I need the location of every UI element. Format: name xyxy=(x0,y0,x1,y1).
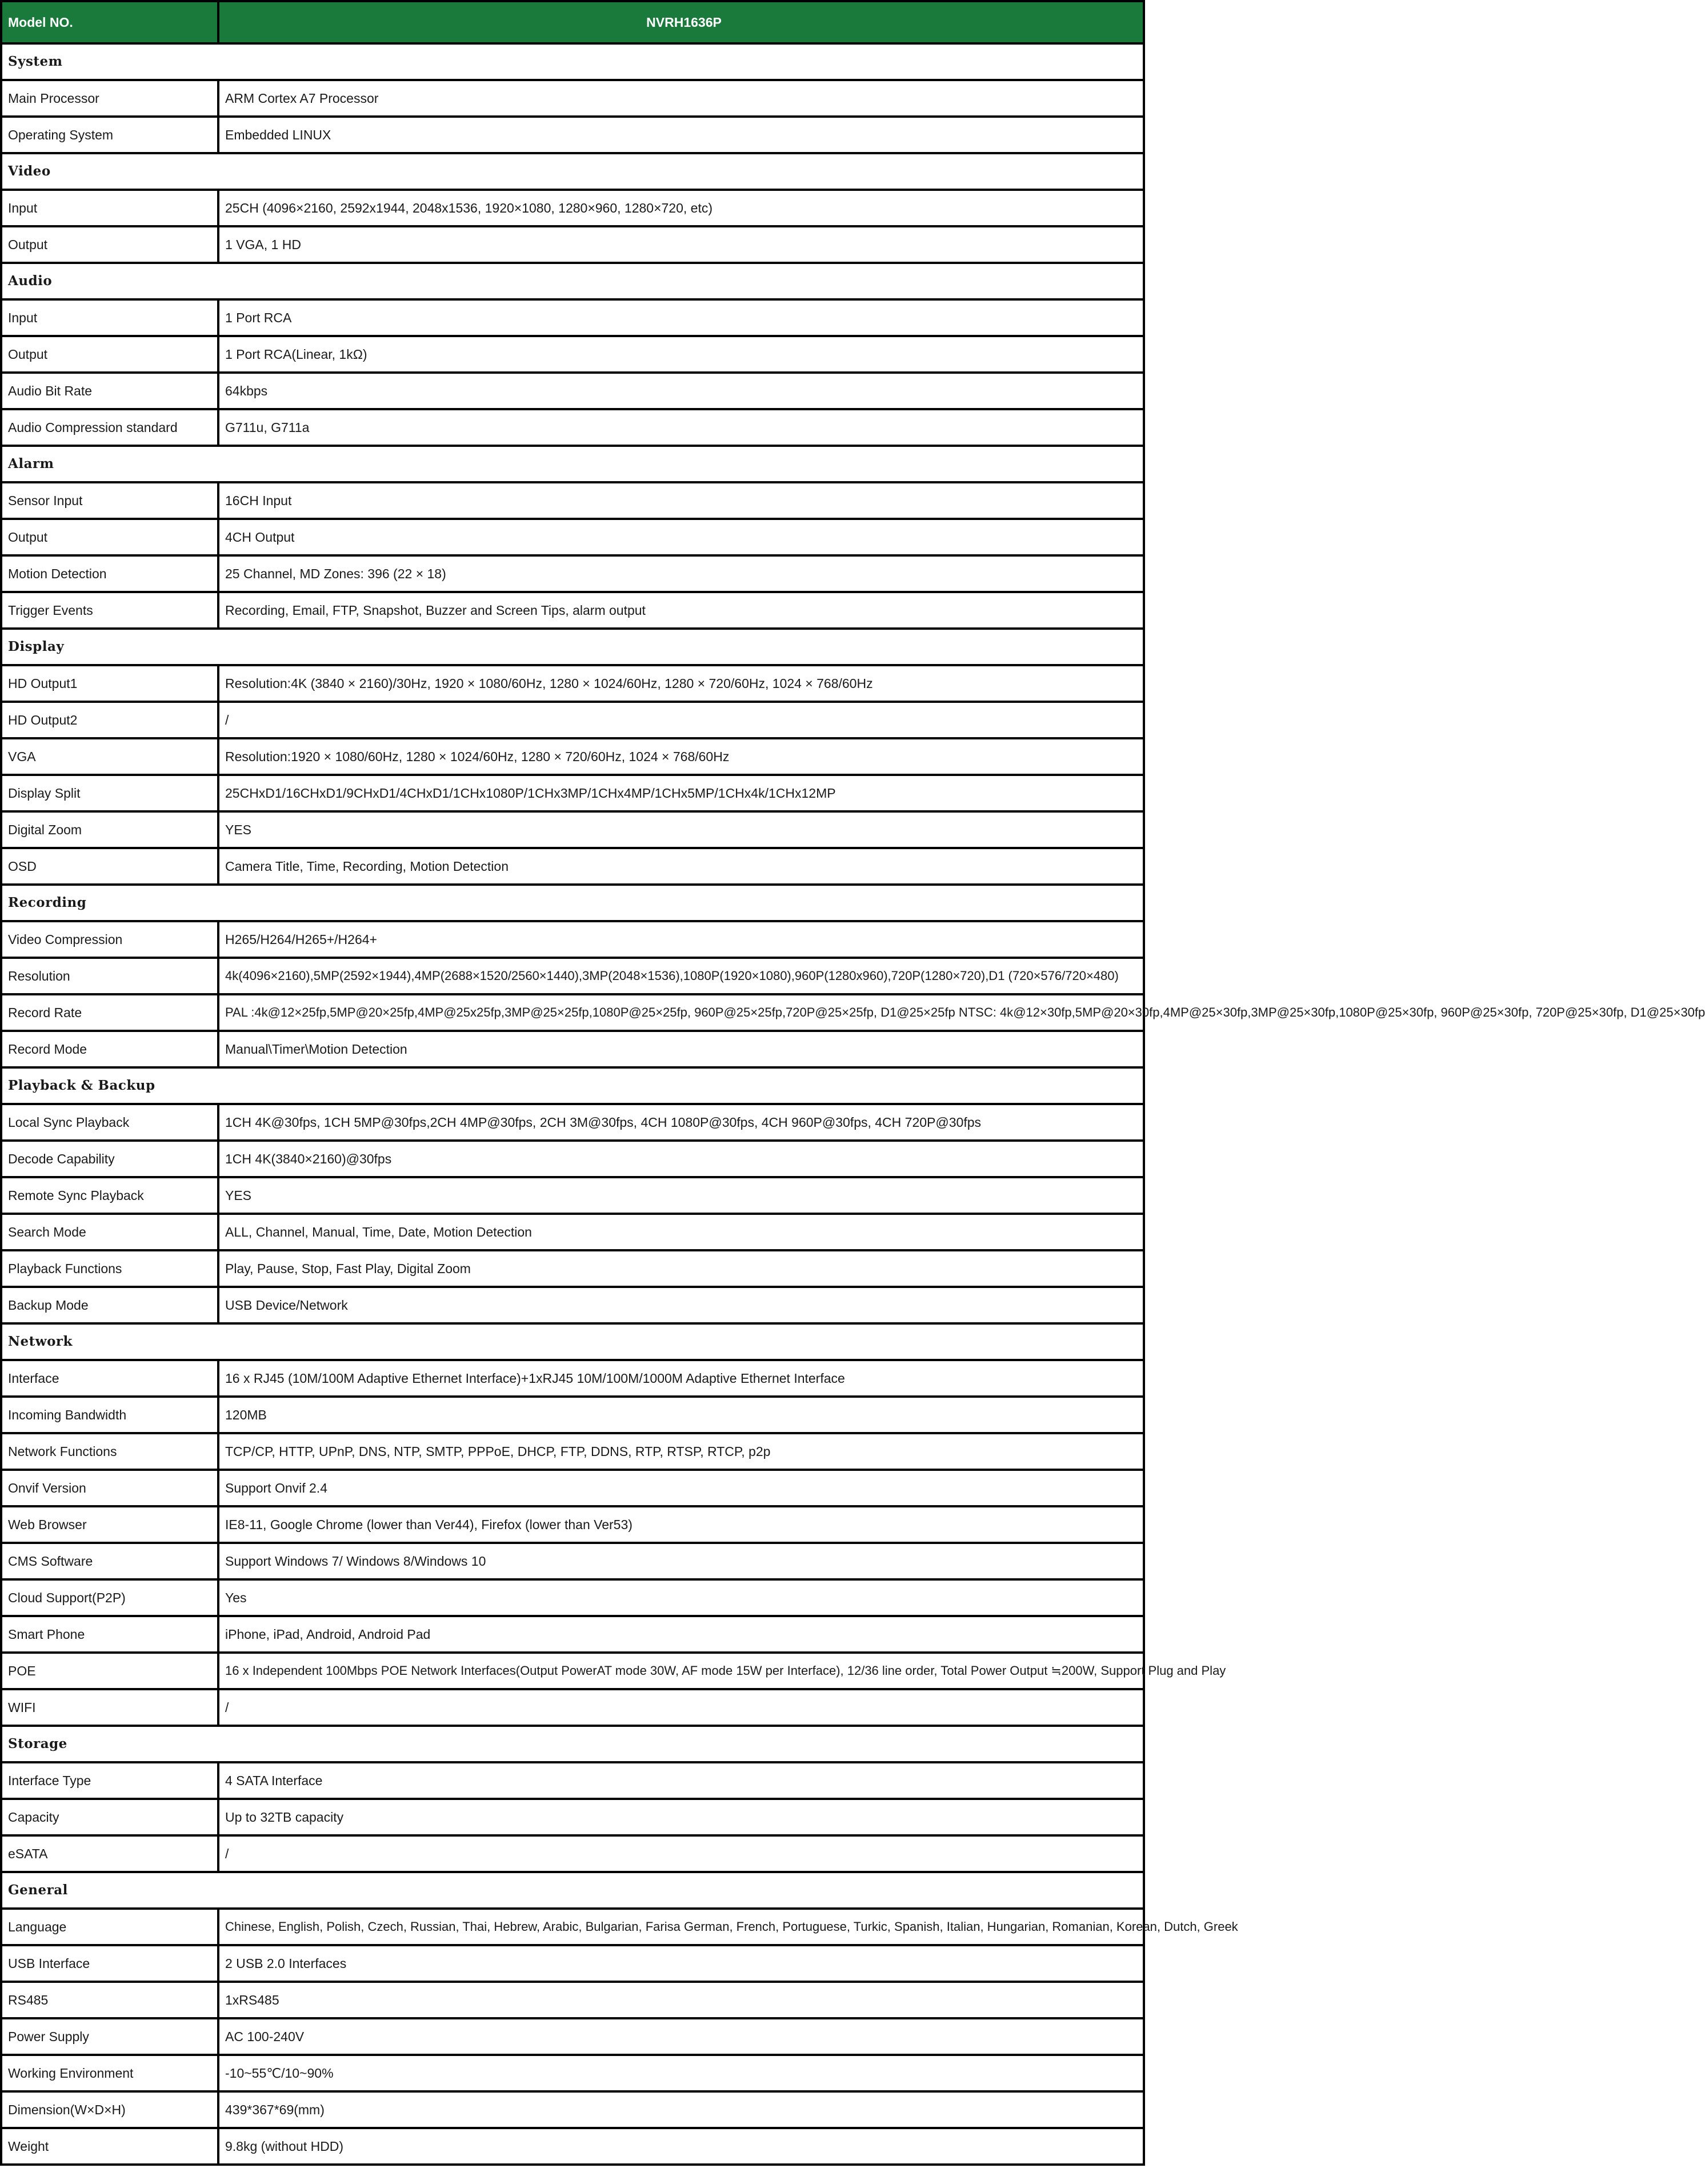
spec-label: Interface xyxy=(1,1360,218,1397)
spec-row xyxy=(1,1360,1144,1397)
section-title: General xyxy=(1,1872,1144,1909)
spec-row xyxy=(1,482,1144,519)
spec-value: 4 SATA Interface xyxy=(218,1762,1144,1799)
spec-row xyxy=(1,1945,1144,1982)
spec-row xyxy=(1,958,1144,994)
spec-label: eSATA xyxy=(1,1835,218,1872)
spec-row xyxy=(1,811,1144,848)
spec-label: Web Browser xyxy=(1,1506,218,1543)
spec-value: -10~55℃/10~90% xyxy=(218,2055,1144,2091)
spec-value: 1 VGA, 1 HD xyxy=(218,226,1144,263)
spec-label: Audio Bit Rate xyxy=(1,373,218,409)
spec-label: Network Functions xyxy=(1,1433,218,1470)
spec-value: Yes xyxy=(218,1579,1144,1616)
spec-label: Input xyxy=(1,299,218,336)
header-row xyxy=(1,1,1144,43)
spec-value: 120MB xyxy=(218,1397,1144,1433)
section-title: Alarm xyxy=(1,446,1144,482)
spec-row xyxy=(1,1689,1144,1726)
spec-value: 4k(4096×2160),5MP(2592×1944),4MP(2688×1520/2560×1440),3MP(2048×1536),1080P(1920×1080),960P(1280x960),720P(1280×720),D1 (720×576/720×480) xyxy=(218,958,1144,994)
spec-label: Resolution xyxy=(1,958,218,994)
spec-label: Input xyxy=(1,190,218,226)
spec-row xyxy=(1,848,1144,885)
spec-label: RS485 xyxy=(1,1982,218,2018)
spec-row xyxy=(1,1616,1144,1653)
spec-row xyxy=(1,1470,1144,1506)
spec-row xyxy=(1,1433,1144,1470)
spec-row xyxy=(1,2018,1144,2055)
section-title: Storage xyxy=(1,1726,1144,1762)
spec-value: Play, Pause, Stop, Fast Play, Digital Zoom xyxy=(218,1250,1144,1287)
spec-value: 1xRS485 xyxy=(218,1982,1144,2018)
spec-value: Resolution:4K (3840 × 2160)/30Hz, 1920 × 1080/60Hz, 1280 × 1024/60Hz, 1280 × 720/60Hz, 1024 × 768/60Hz xyxy=(218,665,1144,702)
spec-value: Camera Title, Time, Recording, Motion Detection xyxy=(218,848,1144,885)
spec-value: 2 USB 2.0 Interfaces xyxy=(218,1945,1144,1982)
spec-value: 1 Port RCA xyxy=(218,299,1144,336)
model-number: NVRH1636P xyxy=(218,1,1144,43)
spec-label: Local Sync Playback xyxy=(1,1104,218,1141)
spec-label: Output xyxy=(1,336,218,373)
spec-value: YES xyxy=(218,1177,1144,1214)
spec-row xyxy=(1,1250,1144,1287)
spec-label: Display Split xyxy=(1,775,218,811)
spec-label: POE xyxy=(1,1653,218,1689)
spec-value: / xyxy=(218,702,1144,738)
spec-row xyxy=(1,1141,1144,1177)
spec-value: 1 Port RCA(Linear, 1kΩ) xyxy=(218,336,1144,373)
spec-value: IE8-11, Google Chrome (lower than Ver44), Firefox (lower than Ver53) xyxy=(218,1506,1144,1543)
spec-row xyxy=(1,336,1144,373)
spec-label: Smart Phone xyxy=(1,1616,218,1653)
spec-value: 9.8kg (without HDD) xyxy=(218,2128,1144,2165)
spec-value: USB Device/Network xyxy=(218,1287,1144,1323)
spec-label: Motion Detection xyxy=(1,555,218,592)
spec-label: OSD xyxy=(1,848,218,885)
spec-label: CMS Software xyxy=(1,1543,218,1579)
spec-label: Main Processor xyxy=(1,80,218,117)
spec-value: 25 Channel, MD Zones: 396 (22 × 18) xyxy=(218,555,1144,592)
section-header-recording xyxy=(1,885,1144,921)
spec-label: Output xyxy=(1,519,218,555)
model-label: Model NO. xyxy=(1,1,218,43)
section-title: Recording xyxy=(1,885,1144,921)
spec-row xyxy=(1,519,1144,555)
spec-value: G711u, G711a xyxy=(218,409,1144,446)
section-title: Video xyxy=(1,153,1144,190)
spec-row xyxy=(1,1177,1144,1214)
spec-value: PAL :4k@12×25fp,5MP@20×25fp,4MP@25x25fp,3MP@25×25fp,1080P@25×25fp, 960P@25×25fp,720P@25×25fp, D1@25×25fp NTSC: 4k@12×30fp,5MP@20×30fp,4MP@25×30fp,3MP@25×30fp,1080P@25×30fp, 960P@25×30fp, 720P@25×30fp, D1@25×30fp xyxy=(218,994,1144,1031)
section-header-storage xyxy=(1,1726,1144,1762)
spec-label: Trigger Events xyxy=(1,592,218,629)
spec-row xyxy=(1,2091,1144,2128)
spec-label: Playback Functions xyxy=(1,1250,218,1287)
spec-value: Recording, Email, FTP, Snapshot, Buzzer and Screen Tips, alarm output xyxy=(218,592,1144,629)
spec-value: 25CH (4096×2160, 2592x1944, 2048x1536, 1920×1080, 1280×960, 1280×720, etc) xyxy=(218,190,1144,226)
spec-label: USB Interface xyxy=(1,1945,218,1982)
section-header-audio xyxy=(1,263,1144,299)
spec-table-body xyxy=(1,1,1705,2165)
spec-label: Interface Type xyxy=(1,1762,218,1799)
spec-label: Search Mode xyxy=(1,1214,218,1250)
spec-value: TCP/CP, HTTP, UPnP, DNS, NTP, SMTP, PPPoE, DHCP, FTP, DDNS, RTP, RTSP, RTCP, p2p xyxy=(218,1433,1144,1470)
spec-value: 64kbps xyxy=(218,373,1144,409)
spec-label: Capacity xyxy=(1,1799,218,1835)
spec-label: Remote Sync Playback xyxy=(1,1177,218,1214)
spec-row xyxy=(1,1579,1144,1616)
section-header-general xyxy=(1,1872,1144,1909)
spec-value: Chinese, English, Polish, Czech, Russian, Thai, Hebrew, Arabic, Bulgarian, Farisa German, French, Portuguese, Turkic, Spanish, Italian, Hungarian, Romanian, Korean, Dutch, Greek xyxy=(218,1909,1144,1945)
spec-value: Support Onvif 2.4 xyxy=(218,1470,1144,1506)
spec-value: AC 100-240V xyxy=(218,2018,1144,2055)
spec-value: / xyxy=(218,1835,1144,1872)
spec-value: 1CH 4K(3840×2160)@30fps xyxy=(218,1141,1144,1177)
spec-label: Incoming Bandwidth xyxy=(1,1397,218,1433)
spec-row xyxy=(1,409,1144,446)
spec-row xyxy=(1,702,1144,738)
spec-label: Digital Zoom xyxy=(1,811,218,848)
spec-value: ARM Cortex A7 Processor xyxy=(218,80,1144,117)
spec-row xyxy=(1,994,1144,1031)
spec-row xyxy=(1,1799,1144,1835)
spec-row xyxy=(1,592,1144,629)
spec-label: Decode Capability xyxy=(1,1141,218,1177)
spec-label: Video Compression xyxy=(1,921,218,958)
spec-value: YES xyxy=(218,811,1144,848)
spec-value: H265/H264/H265+/H264+ xyxy=(218,921,1144,958)
section-title: Network xyxy=(1,1323,1144,1360)
spec-value: ALL, Channel, Manual, Time, Date, Motion Detection xyxy=(218,1214,1144,1250)
section-title: System xyxy=(1,43,1144,80)
spec-label: Onvif Version xyxy=(1,1470,218,1506)
spec-row xyxy=(1,117,1144,153)
spec-row xyxy=(1,190,1144,226)
spec-label: Cloud Support(P2P) xyxy=(1,1579,218,1616)
spec-value: 16 x Independent 100Mbps POE Network Interfaces(Output PowerAT mode 30W, AF mode 15W per Interface), 12/36 line order, Total Power Output ≒200W, Support Plug and Play xyxy=(218,1653,1144,1689)
spec-row xyxy=(1,1031,1144,1067)
spec-label: VGA xyxy=(1,738,218,775)
section-title: Audio xyxy=(1,263,1144,299)
spec-row xyxy=(1,373,1144,409)
spec-row xyxy=(1,738,1144,775)
spec-value: iPhone, iPad, Android, Android Pad xyxy=(218,1616,1144,1653)
spec-row xyxy=(1,2128,1144,2165)
spec-value: 439*367*69(mm) xyxy=(218,2091,1144,2128)
section-header-network xyxy=(1,1323,1144,1360)
spec-value: 1CH 4K@30fps, 1CH 5MP@30fps,2CH 4MP@30fps, 2CH 3M@30fps, 4CH 1080P@30fps, 4CH 960P@30fps, 4CH 720P@30fps xyxy=(218,1104,1144,1141)
spec-row xyxy=(1,1214,1144,1250)
spec-row xyxy=(1,921,1144,958)
spec-value: 25CHxD1/16CHxD1/9CHxD1/4CHxD1/1CHx1080P/1CHx3MP/1CHx4MP/1CHx5MP/1CHx4k/1CHx12MP xyxy=(218,775,1144,811)
section-header-video xyxy=(1,153,1144,190)
spec-label: Operating System xyxy=(1,117,218,153)
spec-value: Support Windows 7/ Windows 8/Windows 10 xyxy=(218,1543,1144,1579)
spec-label: HD Output2 xyxy=(1,702,218,738)
spec-value: Resolution:1920 × 1080/60Hz, 1280 × 1024/60Hz, 1280 × 720/60Hz, 1024 × 768/60Hz xyxy=(218,738,1144,775)
section-header-display xyxy=(1,629,1144,665)
spec-row xyxy=(1,2055,1144,2091)
spec-value: Up to 32TB capacity xyxy=(218,1799,1144,1835)
spec-value: Manual\Timer\Motion Detection xyxy=(218,1031,1144,1067)
spec-row xyxy=(1,1397,1144,1433)
spec-row xyxy=(1,1653,1144,1689)
spec-value: / xyxy=(218,1689,1144,1726)
section-header-system xyxy=(1,43,1144,80)
section-header-alarm xyxy=(1,446,1144,482)
spec-row xyxy=(1,1909,1144,1945)
spec-label: WIFI xyxy=(1,1689,218,1726)
spec-label: Backup Mode xyxy=(1,1287,218,1323)
spec-label: Output xyxy=(1,226,218,263)
spec-row xyxy=(1,1543,1144,1579)
section-title: Playback & Backup xyxy=(1,1067,1144,1104)
spec-row xyxy=(1,1835,1144,1872)
spec-label: Working Environment xyxy=(1,2055,218,2091)
section-title: Display xyxy=(1,629,1144,665)
spec-row xyxy=(1,665,1144,702)
spec-value: 16CH Input xyxy=(218,482,1144,519)
spec-row xyxy=(1,1762,1144,1799)
spec-label: Language xyxy=(1,1909,218,1945)
spec-label: Sensor Input xyxy=(1,482,218,519)
spec-row xyxy=(1,555,1144,592)
spec-label: Audio Compression standard xyxy=(1,409,218,446)
spec-value: Embedded LINUX xyxy=(218,117,1144,153)
spec-label: Weight xyxy=(1,2128,218,2165)
section-header-playback-backup xyxy=(1,1067,1144,1104)
spec-label: HD Output1 xyxy=(1,665,218,702)
spec-row xyxy=(1,1287,1144,1323)
spec-label: Power Supply xyxy=(1,2018,218,2055)
spec-row xyxy=(1,1104,1144,1141)
spec-value: 16 x RJ45 (10M/100M Adaptive Ethernet Interface)+1xRJ45 10M/100M/1000M Adaptive Ethernet Interface xyxy=(218,1360,1144,1397)
spec-label: Record Rate xyxy=(1,994,218,1031)
spec-label: Dimension(W×D×H) xyxy=(1,2091,218,2128)
spec-row xyxy=(1,775,1144,811)
spec-label: Record Mode xyxy=(1,1031,218,1067)
spec-row xyxy=(1,1982,1144,2018)
spec-row xyxy=(1,1506,1144,1543)
spec-row xyxy=(1,299,1144,336)
spec-row xyxy=(1,226,1144,263)
spec-row xyxy=(1,80,1144,117)
spec-value: 4CH Output xyxy=(218,519,1144,555)
